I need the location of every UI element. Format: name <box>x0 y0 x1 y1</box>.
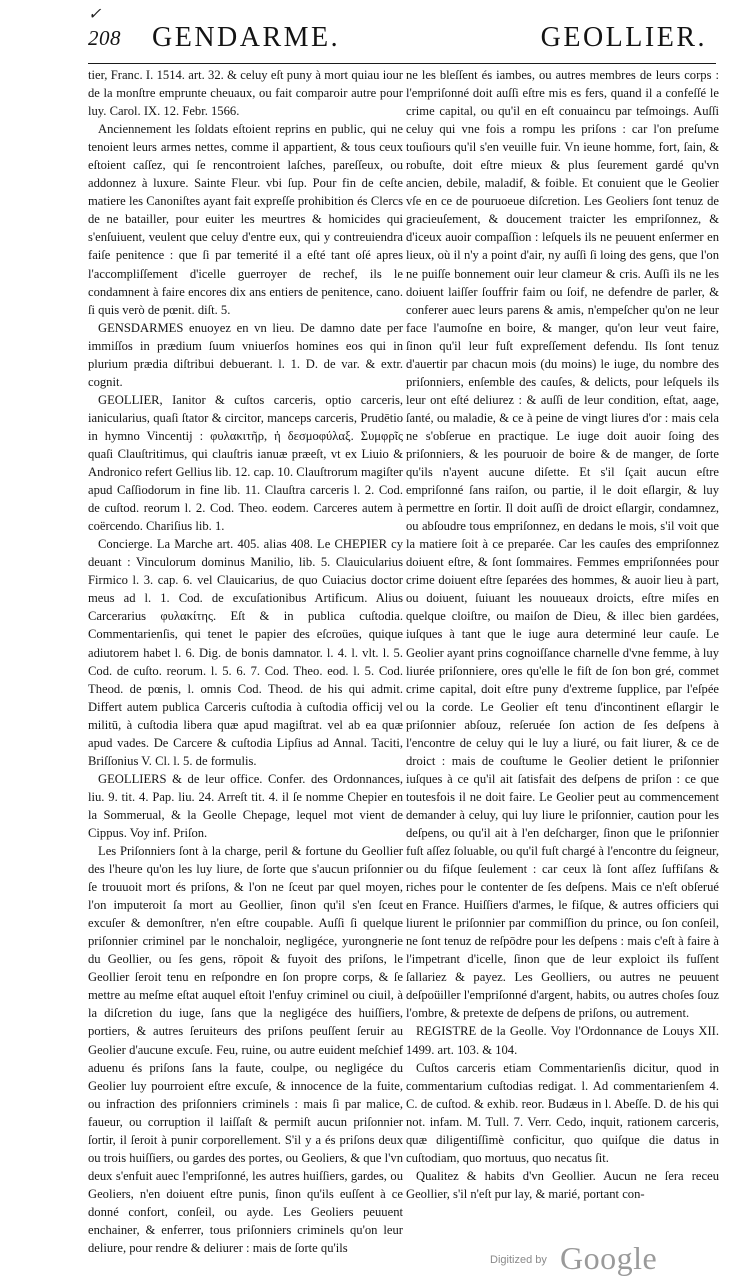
paragraph: GENSDARMES enuoyez en vn lieu. De damno date per immiſſos in prædium ſuum vniuerſos homines eos qui in plurium prædia diſtribui debuerant. l. 1. D. de var. & extr. cognit. <box>88 320 403 389</box>
google-logo: Google <box>560 1240 658 1276</box>
paragraph: Anciennement les ſoldats eſtoient reprins en public, qui ne tenoient leurs armes nettes, comme il appartient, & tous ceux eſtoient caſſez, qui ſe rencontroient laſches, pareſſeux, ou addonnez à luxure. Sainte Fleur. vbi ſup. Pour fin de ceſte matiere les Canoniſtes ayant fait expreſſe prohibition és Clercs de ne batailler, pour euiter les meurtres & homicides qui s'enſuiuent, veulent que celuy d'entre eux, qui y contreuiendra faiſe penitence : que ſi par temerité il a eſté tant oſé apres l'accompliſſement d'icelle guerroyer de rechef, ils le condamnent à faire encores dix ans entiers de penitence, cano. ſi quis verò de pœnit. diſt. 5. <box>88 122 403 317</box>
paragraph: ne les bleſſent és iambes, ou autres membres de leurs corps : l'empriſonné doit auſſi eſtre mis es fers, quand il a confeſſé le crime capital, ou qu'il en eſt conuaincu par teſmoings. Auſſi celuy qui vne fois a rompu les priſons : car l'on preſume touſiours qu'il s'en veuille fuir. Vn ieune homme, fort, ſain, & robuſte, doit eſtre mieux & plus ſeurement gardé qu'vn ancien, debile, maladif, & foible. Et conuient que le Geolier vſe en ce de pouruoeue diſcretion. Les Geoliers ſont tenuz de gracieuſement, & doucement traicter les empriſonnez, & d'iceux auoir compaſſion : leſquels ils ne peuuent enſermer en lieux, où il n'y a point d'air, ny auſſi ſi loing des gens, que l'on ne puiſſe bonnement ouir leur clameur & cris. Auſſi ils ne les doiuent laiſſer ſouffrir faim ou ſoif, ne defendre de parler, & conferer auec leurs parens & amis, n'empeſcher qu'on ne leur face l'aumoſne en boire, & manger, qu'on leur veut faire, ſinon qu'il leur fuſt expreſſement defendu. Ils ſont tenuz d'auertir par chacun mois (du moins) le iuge, du nombre des priſonniers, enſemble des cauſes, & delicts, pour leſquels ils leur ont eſté deliurez : & auſſi de leur condition, eſtat, aage, ſanté, ou maladie, & ce à peine de vingt liures d'or : mais cela ne s'obſerue en practique. Le iuge doit auoir ſoing des priſonniers, & les pouruoir de boire & de manger, de ſorte qu'ils n'ayent aucune diſette. Et s'il ſçait aucun eſtre empriſonné ſans raiſon, ou partie, il le doit eſlargir, & luy permettre en ſortir. Il doit auſſi de droict eſlargir, condamnez, ou abſoudre tous empriſonnez, en dedans le mois, s'il voit que la matiere ſoit à ce preparée. Car les cauſes des empriſonnez doiuent eſtre, & ſont ſommaires. Femmes empriſonnées pour crime doiuent eſtre ſeparées des hommes, & auoir lieu à part, ou doiuent, ſuiuant les nouueaux droicts, eſtre miſes en quelque cloiſtre, ou maiſon de Dieu, & illec bien gardées, iuſques à tant que le iuge aura determiné leur cauſe. Le Geolier ayant prins cognoiſſance charnelle d'vne femme, à luy liurée priſonniere, ores qu'elle le fiſt de ſon bon gré, commet crime capital, doit eſtre puny d'extreme ſupplice, par l'eſpée ou la corde. Le Geolier eſt tenu d'incontinent eſlargir le priſonnier abſouz, reſeruée ſon action de ſes deſpens à l'encontre de celuy qui le luy a liuré, ou fait liurer, & ce de droict : mais de couſtume le Geolier detient le priſonnier iuſques à ce qu'il ait ſatisfait des deſpens de priſon : ce que toutesfois il ne doit faire. Le Geolier peut au commencement demander à celuy, qui luy liure le priſonnier, caution pour les deſpens, ou qu'il ait à l'en deſcharger, ſinon que le priſonnier fuſt aſſez ſoluable, ou qu'il fuſt chargé à l'encontre du ſeigneur, ou du fiſque ſeulement : car ceux là ſont aſſez ſuffiſans & riches pour le contenter de ſes deſpens. Mais ce n'eſt obſerué en France. Huiſſiers d'armes, le fiſque, & autres officiers qui liurent le priſonnier par commiſſion du prince, ou ſon conſeil, ne ſont tenuz de reſpōdre pour les deſpens : mais c'eſt à faire à l'impetrant d'icelle, ſinon que de leur exploict ils fuſſent ſallariez & payez. Les Geolliers, ou autres ne peuuent deſpoüiller l'empriſonné d'argent, habits, ou autres choſes ſouz l'ombre, & pretexte de deſpens de priſons, ou autrement. <box>406 68 719 1021</box>
paragraph: REGISTRE de la Geolle. Voy l'Ordonnance de Louys XII. 1499. art. 103. & 104. <box>406 1024 719 1057</box>
right-column <box>406 66 719 1221</box>
left-column <box>88 66 403 1256</box>
paragraph: Cuſtos carceris etiam Commentarienſis dicitur, quod in commentarium cuſtodias redigat. l. Ad commentarienſem 4. C. de cuſtod. & exhib. reor. Budæus in l. Abeſſe. D. de his qui not. infam. M. Tull. 7. Verr. Cedo, inquit, rationem carceris, quæ diligentiſſimè conficitur, quo quiſque die datus in cuſtodiam, quo mortuus, quo necatus ſit. <box>406 1060 719 1165</box>
paragraph: GEOLLIER, Ianitor & cuſtos carceris, optio carceris, ianicularius, quaſi ſtator & circitor, manceps carceris, Prudētio in hymno Vincentij : φυλακιτῆρ, ἡ δεσμοφύλαξ. Συμφρῖς quaſi Clauſtritimus, qui clauſtris ianuæ præeſt, vt ex Liuio & Andronico refert Gellius lib. 12. cap. 10. Clauſtrorum magiſter apud Caſſiodorum in fine lib. 11. Clauſtra carceris l. 2. Cod. de cuſtod. reorum l. 2. Cod. Theo. eodem. Carceres autem à coërcendo. Chariſius lib. 1. <box>88 392 403 534</box>
paragraph: Les Priſonniers ſont à la charge, peril & fortune du Geollier des l'heure qu'on les luy liure, de ſorte que s'aucun priſonnier ſe trouuoit mort és priſons, & l'on ne ſceut par quel moyen, l'on imputeroit ſa mort au Geollier, ſinon qu'il s'en ſceut excuſer & demonſtrer, n'en eſtre coupable. Auſſi ſi quelque priſonnier criminel par le nonchaloir, negligéce, yurongnerie du Geollier, ou ſes gens, rōpoit & fuyoit des priſons, le Geollier ſeroit tenu en reſpondre en ſon propre corps, & ſe mettre au meſme eſtat auquel eſtoit l'enfuy criminel ou ciuil, à la diſcretion du iuge, ſans que la negligéce des huiſſiers, portiers, & autres ſeruiteurs des priſons peuſſent ſeruir au Geolier d'aucune excuſe. Feu, ruine, ou autre euident meſchief aduenu és priſons ſans la faute, coulpe, ou negligéce du Geolier luy pourroient eſtre excuſe, & innocence de la fuite, ou infraction des priſonniers criminels : mais ſi par malice, faueur, ou corruption il laiſſaſt & permiſt aucun priſonnier ſortir, il ſeroit à punir corporellement. S'il y a és priſons deux ou trois huiſſiers, ou gardes des portes, ou Geoliers, & que l'vn deux s'enfuit auec l'empriſonné, les autres huiſſiers, gardes, ou Geoliers, n'en doiuent eſtre punis, ſinon qu'ils euſſent à ce donné confort, conſeil, ou ayde. Les Geoliers peuuent enchainer, & enferrer, tous priſonniers criminels qu'on leur deliure, pour rendre & deliurer : mais de ſorte qu'ils <box>88 844 403 1256</box>
digitization-footer <box>490 1240 720 1276</box>
page-number: 208 <box>88 26 121 50</box>
paragraph: tier, Franc. I. 1514. art. 32. & celuy eſt puny à mort quiau iour de la monſtre emprunte cheuaux, ou fait comparoir autre pour luy. Carol. IX. 12. Febr. 1566. <box>88 68 403 119</box>
header-rule <box>88 63 716 64</box>
paragraph: Concierge. La Marche art. 405. alias 408. Le CHEPIER cy deuant : Vinculorum dominus Manilio, lib. 5. Clauicularius Firmico l. 3. cap. 6. vel Clauicarius, de quo Cuiacius doctor meus ad l. 1. Cod. de excuſationibus Artificum. Alius Carcerarius φυλακίτης. Eſt & in publica cuſtodia. Commentarienſis, qui tenet le papier des eſcroües, quique adiutorem habet l. 6. Dig. de bonis damnator. l. 4. l. vlt. l. 5. Cod. de cuſto. reorum. l. 5. 6. 7. Cod. Theo. eod. l. 5. Cod. Theod. de pœnis, l. omnis Cod. Theod. de his qui admit. Differt autem publica Carceris cuſtodia à cuſtodia officij vel militū, à cuſtodia libera quæ apud magiſtrat. vel ab ea quæ apud vades. De Carcere & cuſtodia Lipſius ad Annal. Taciti, Briſſonius V. Cl. l. 5. de formulis. <box>88 537 403 768</box>
corner-mark: ✓ <box>88 6 102 23</box>
running-head-right: GEOLLIER. <box>540 22 707 53</box>
digitized-by-label: Digitized by <box>490 1254 547 1266</box>
running-head-left: GENDARME. <box>152 22 341 53</box>
running-header <box>88 22 713 62</box>
paragraph: Qualitez & habits d'vn Geollier. Aucun ne ſera receu Geollier, s'il n'eſt pur lay, & marié, portant con- <box>406 1168 719 1201</box>
paragraph: GEOLLIERS & de leur office. Confer. des Ordonnances, liu. 9. tit. 4. Pap. liu. 24. Arreſt tit. 4. il ſe nomme Chepier en la Sommerual, & la Geolle Chepage, lequel mot vient de Cippus. Voy inf. Priſon. <box>88 771 403 840</box>
